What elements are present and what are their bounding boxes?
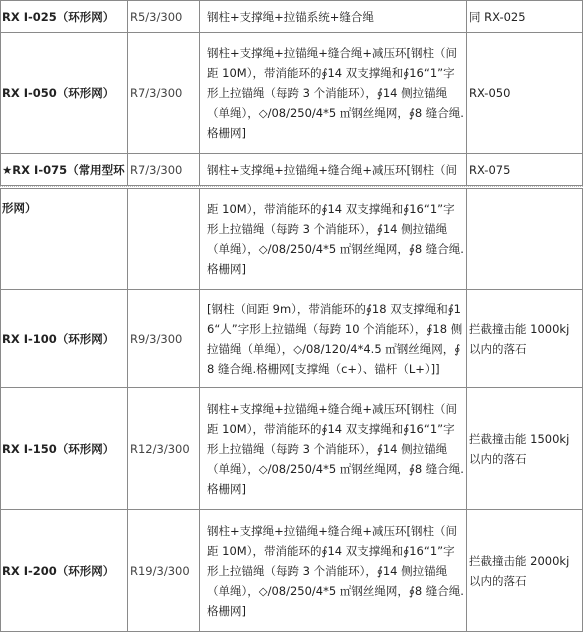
spec-table-lower (0, 188, 583, 632)
note-cell: 拦截撞击能 1000kj 以内的落石 (467, 290, 583, 388)
model-cell: RX I-100（环形网） (1, 290, 128, 388)
note-cell: 拦截撞击能 1500kj 以内的落石 (467, 388, 583, 510)
structure-cell: 距 10M），带消能环的∮14 双支撑绳和∮16“1”字形上拉锚绳（每跨 3 个消能环），∮14 侧拉锚绳（单绳），◇/08/250/4*5 ㎡钢丝绳网，∮8 缝合绳.格栅网] (200, 189, 467, 290)
table-row (1, 290, 583, 388)
structure-cell: [钢柱（间距 9m），带消能环的∮18 双支撑绳和∮16“人”字形上拉锚绳（每跨 10 个消能环），∮18 侧拉锚绳（单绳），◇/08/120/4*4.5 ㎡钢丝绳网，∮8 缝合绳.格栅网[支撑绳（c+）、锚杆（L+）]] (200, 290, 467, 388)
model-cell: RX I-025（环形网） (1, 1, 128, 33)
spec-cell: R19/3/300 (128, 510, 200, 632)
note-cell: 拦截撞击能 2000kj 以内的落石 (467, 510, 583, 632)
spec-cell: R9/3/300 (128, 290, 200, 388)
model-cell: 形网） (1, 189, 128, 290)
structure-cell: 钢柱+支撑绳+拉锚绳+缝合绳+减压环[钢柱（间距 10M），带消能环的∮14 双支撑绳和∮16“1”字形上拉锚绳（每跨 3 个消能环），∮14 侧拉锚绳（单绳），◇/08/250/4*5 ㎡钢丝绳网，∮8 缝合绳.格栅网] (200, 388, 467, 510)
spec-cell: R5/3/300 (128, 1, 200, 33)
table-row (1, 1, 583, 33)
model-cell: ★RX I-075（常用型环 (1, 154, 128, 186)
table-row (1, 154, 583, 186)
note-cell (467, 189, 583, 290)
table-row (1, 189, 583, 290)
page-break-line (0, 186, 583, 187)
structure-cell: 钢柱+支撑绳+拉锚绳+缝合绳+减压环[钢柱（间 (200, 154, 467, 186)
spec-table-upper (0, 0, 583, 186)
structure-cell: 钢柱+支撑绳+拉锚系统+缝合绳 (200, 1, 467, 33)
note-cell: RX-050 (467, 33, 583, 154)
note-cell: RX-075 (467, 154, 583, 186)
note-cell: 同 RX-025 (467, 1, 583, 33)
spec-cell: R7/3/300 (128, 154, 200, 186)
model-cell: RX I-200（环形网） (1, 510, 128, 632)
structure-cell: 钢柱+支撑绳+拉锚绳+缝合绳+减压环[钢柱（间距 10M），带消能环的∮14 双支撑绳和∮16“1”字形上拉锚绳（每跨 3 个消能环），∮14 侧拉锚绳（单绳），◇/08/250/4*5 ㎡钢丝绳网，∮8 缝合绳.格栅网] (200, 33, 467, 154)
structure-cell: 钢柱+支撑绳+拉锚绳+缝合绳+减压环[钢柱（间距 10M），带消能环的∮14 双支撑绳和∮16“1”字形上拉锚绳（每跨 3 个消能环），∮14 侧拉锚绳（单绳），◇/08/250/4*5 ㎡钢丝绳网，∮8 缝合绳.格栅网] (200, 510, 467, 632)
spec-cell: R7/3/300 (128, 33, 200, 154)
table-row (1, 510, 583, 632)
spec-cell: R12/3/300 (128, 388, 200, 510)
table-row (1, 388, 583, 510)
model-cell: RX I-050（环形网） (1, 33, 128, 154)
table-row (1, 33, 583, 154)
spec-cell (128, 189, 200, 290)
model-cell: RX I-150（环形网） (1, 388, 128, 510)
